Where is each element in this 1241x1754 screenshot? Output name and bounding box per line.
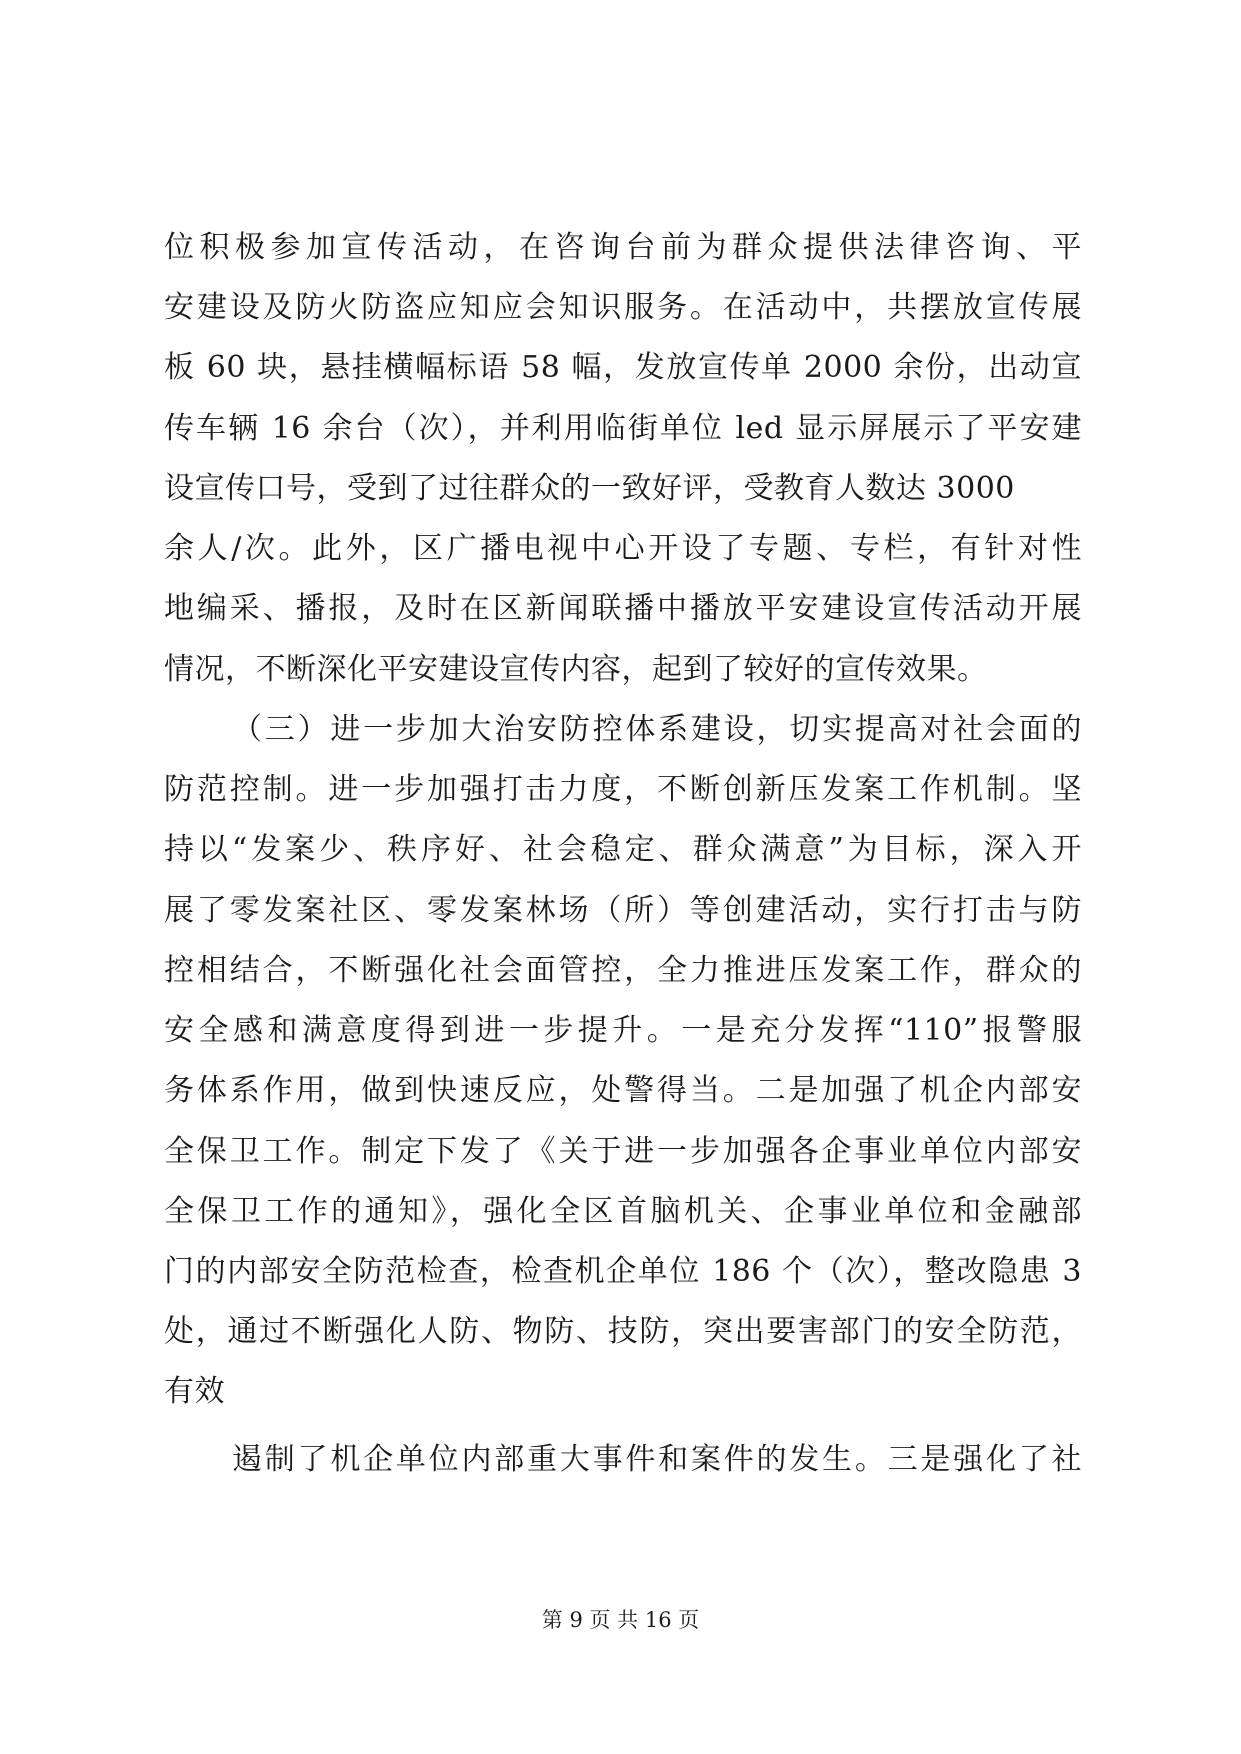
body-line: 设宣传口号，受到了过往群众的一致好评，受教育人数达 3000 bbox=[164, 471, 1015, 506]
body-line: 防范控制。进一步加强打击力度，不断创新压发案工作机制。坚 bbox=[164, 772, 1082, 807]
body-line: 余人/次。此外，区广播电视中心开设了专题、专栏，有针对性 bbox=[164, 531, 1082, 566]
body-line: 门的内部安全防范检查，检查机企单位 186 个（次），整改隐患 3 bbox=[164, 1254, 1082, 1289]
body-line: 控相结合，不断强化社会面管控，全力推进压发案工作，群众的 bbox=[164, 953, 1082, 988]
body-line: （三）进一步加大治安防控体系建设，切实提高对社会面的 bbox=[232, 712, 1082, 747]
body-line: 安建设及防火防盗应知应会知识服务。在活动中，共摆放宣传展 bbox=[164, 290, 1082, 325]
body-line: 传车辆 16 余台（次），并利用临街单位 led 显示屏展示了平安建 bbox=[164, 411, 1082, 446]
body-line: 安全感和满意度得到进一步提升。一是充分发挥“110”报警服 bbox=[164, 1013, 1082, 1048]
body-line: 全保卫工作的通知》，强化全区首脑机关、企事业单位和金融部 bbox=[164, 1194, 1082, 1229]
body-line: 有效 bbox=[164, 1374, 225, 1409]
body-line: 位积极参加宣传活动，在咨询台前为群众提供法律咨询、平 bbox=[164, 230, 1082, 265]
page-number-footer: 第 9 页 共 16 页 bbox=[541, 1608, 700, 1632]
body-line: 地编采、播报，及时在区新闻联播中播放平安建设宣传活动开展 bbox=[164, 591, 1082, 626]
body-line: 遏制了机企单位内部重大事件和案件的发生。三是强化了社 bbox=[232, 1442, 1082, 1477]
body-line: 持以“发案少、秩序好、社会稳定、群众满意”为目标，深入开 bbox=[164, 832, 1082, 867]
body-line: 展了零发案社区、零发案林场（所）等创建活动，实行打击与防 bbox=[164, 893, 1082, 928]
body-line: 全保卫工作。制定下发了《关于进一步加强各企事业单位内部安 bbox=[164, 1134, 1082, 1169]
body-line: 板 60 块，悬挂横幅标语 58 幅，发放宣传单 2000 余份，出动宣 bbox=[164, 350, 1082, 385]
body-line: 务体系作用，做到快速反应，处警得当。二是加强了机企内部安 bbox=[164, 1073, 1082, 1108]
body-line: 情况，不断深化平安建设宣传内容，起到了较好的宣传效果。 bbox=[164, 652, 988, 687]
body-line: 处，通过不断强化人防、物防、技防，突出要害部门的安全防范， bbox=[164, 1314, 1082, 1349]
